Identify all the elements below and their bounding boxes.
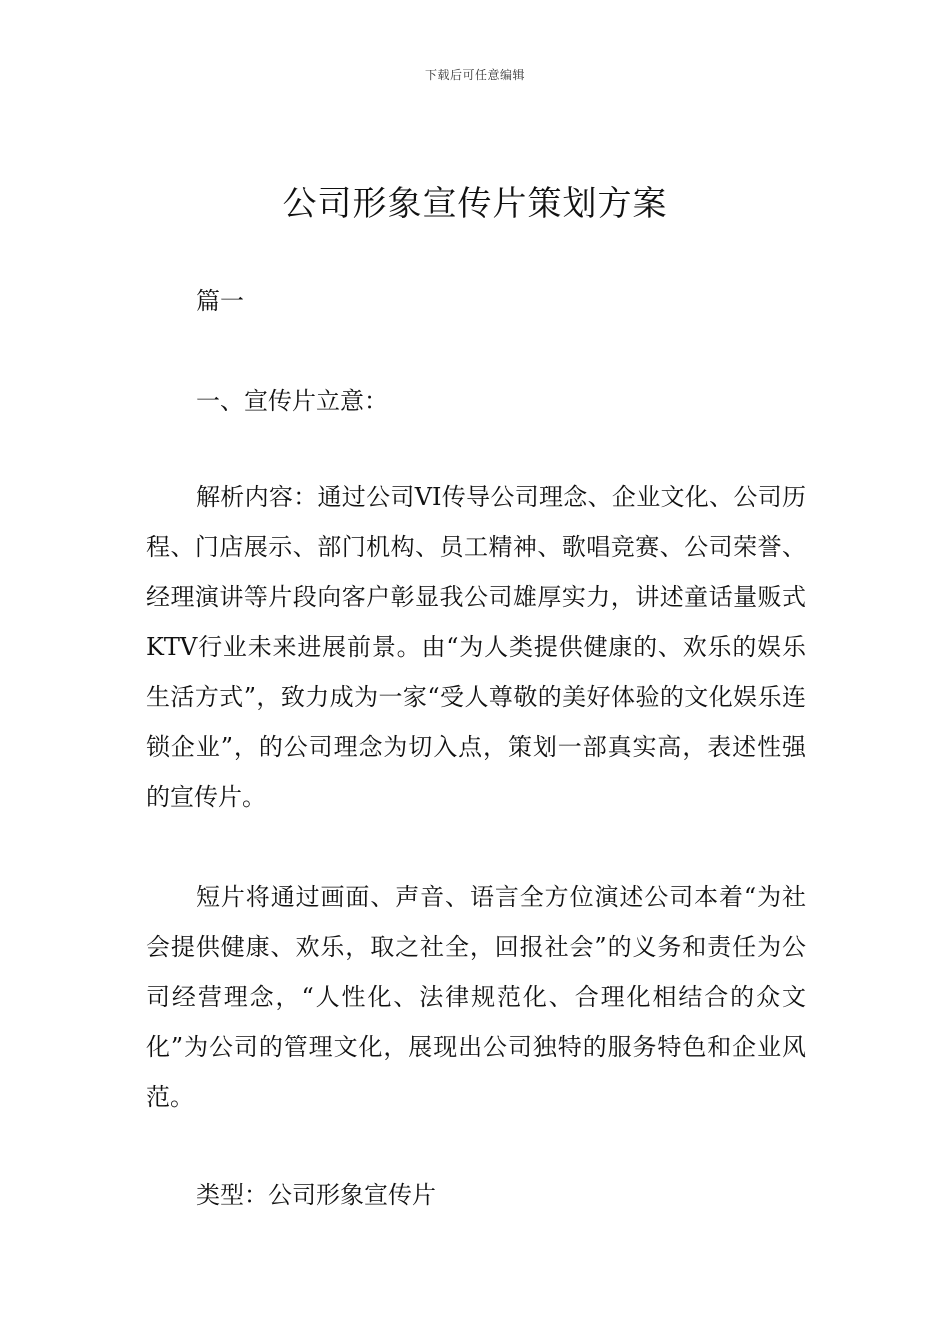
type-line: 类型：公司形象宣传片 bbox=[196, 1181, 436, 1209]
part-label: 篇一 bbox=[196, 287, 244, 315]
body-paragraph-content: 短片将通过画面、声音、语言全方位演述公司本着“为社会提供健康、欢乐，取之社全，回报社会”的义务和责任为公司经营理念，“人性化、法律规范化、合理化相结合的众文化”为公司的管理文化，展现出公司独特的服务特色和企业风范。 bbox=[146, 883, 806, 1111]
document-title: 公司形象宣传片策划方案 bbox=[282, 184, 668, 224]
section-heading: 一、宣传片立意： bbox=[196, 387, 388, 415]
header-note: 下载后可任意编辑 bbox=[424, 68, 525, 82]
body-paragraph-concept: 解析内容：通过公司VI传导公司理念、企业文化、公司历程、门店展示、部门机构、员工精神、歌唱竞赛、公司荣誉、经理演讲等片段向客户彰显我公司雄厚实力，讲述童话量贩式KTV行业未来进展前景。由“为人类提供健康的、欢乐的娱乐生活方式”，致力成为一家“受人尊敬的美好体验的文化娱乐连锁企业”，的公司理念为切入点，策划一部真实高，表述性强的宣传片。 bbox=[146, 483, 806, 811]
